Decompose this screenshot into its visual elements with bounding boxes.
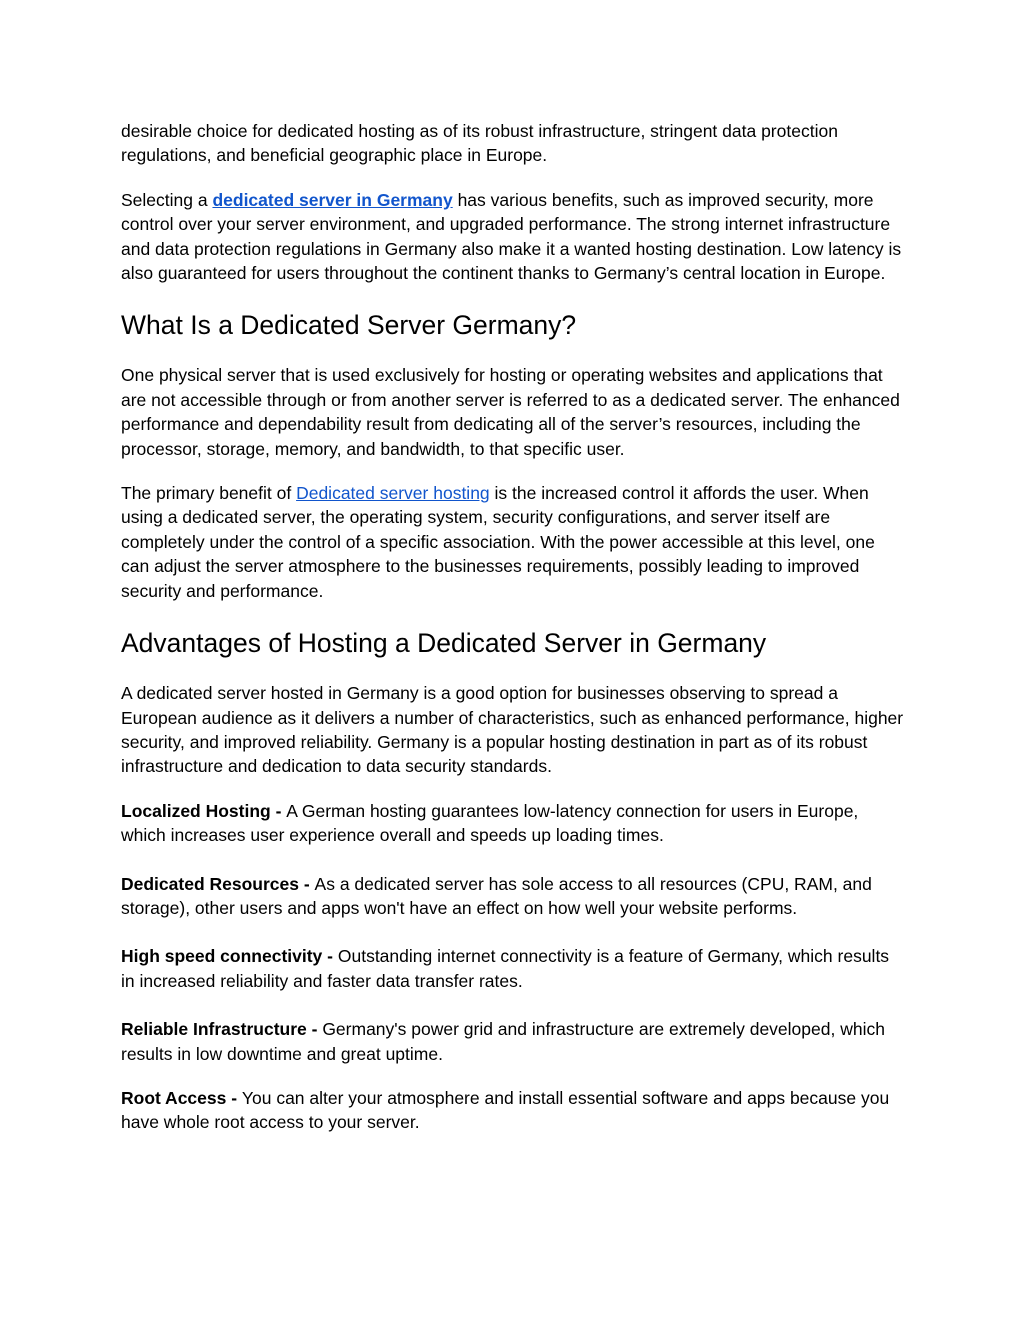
benefit-text: A German hosting guarantees low-latency connection for users in Europe, which increases user experience overall and speeds up loading times.: [121, 800, 859, 846]
benefit-title: Root Access -: [121, 1087, 242, 1108]
dedicated-server-germany-link[interactable]: dedicated server in Germany: [212, 189, 453, 210]
benefit-text: You can alter your atmosphere and install essential software and apps because you have whole root access to your server.: [121, 1087, 890, 1133]
benefit-title: Reliable Infrastructure -: [121, 1019, 323, 1040]
intro-benefits-paragraph: [121, 188, 906, 286]
benefit-title: Localized Hosting -: [121, 800, 287, 821]
control-benefit-paragraph: [121, 481, 906, 603]
benefit-item: [121, 1086, 906, 1135]
benefit-item: [121, 1017, 906, 1066]
advantages-intro-paragraph: A dedicated server hosted in Germany is a good option for businesses observing to spread a European audience as it delivers a number of characteristics, such as enhanced performance, higher security, and improved reliability. Germany is a popular hosting destination in part as of its robust infrastructure and dedication to data security standards.: [121, 683, 904, 777]
benefit-item: [121, 799, 906, 848]
benefit-text: Outstanding internet connectivity is a feature of Germany, which results in increased reliability and faster data transfer rates.: [121, 946, 890, 991]
benefit-text: Germany's power grid and infrastructure are extremely developed, which results in low downtime and great uptime.: [121, 1019, 885, 1064]
section-heading-what-is: What Is a Dedicated Server Germany?: [121, 310, 577, 341]
control-benefit-text-before: The primary benefit of: [121, 483, 297, 504]
benefit-title: High speed connectivity -: [121, 946, 338, 967]
definition-paragraph: One physical server that is used exclusively for hosting or operating websites and applications that are not accessible through or from another server is referred to as a dedicated server. The enhanced performance and dependability result from dedicating all of the server’s resources, including the processor, storage, memory, and bandwidth, to that specific user.: [121, 365, 900, 459]
intro-benefits-text-after: has various benefits, such as improved security, more control over your server environment, and upgraded performance. The strong internet infrastructure and data protection regulations in Germany also make it a wanted hosting destination. Low latency is also guaranteed for users throughout the continent thanks to Germany’s central location in Europe.: [121, 189, 902, 284]
document-page: [121, 119, 906, 1135]
benefit-text: As a dedicated server has sole access to all resources (CPU, RAM, and storage), other users and apps won't have an effect on how well your website performs.: [121, 873, 872, 918]
dedicated-server-hosting-link[interactable]: Dedicated server hosting: [296, 483, 490, 504]
intro-benefits-text-before: Selecting a: [121, 189, 213, 210]
control-benefit-text-after: is the increased control it affords the user. When using a dedicated server, the operating system, security configurations, and server itself are completely under the control of a specific association. With the power accessible at this level, one can adjust the server atmosphere to the businesses requirements, possibly leading to improved security and performance.: [121, 483, 875, 601]
benefit-item: [121, 872, 906, 921]
benefit-title: Dedicated Resources -: [121, 873, 315, 894]
benefit-item: [121, 944, 906, 993]
section-heading-advantages: Advantages of Hosting a Dedicated Server in Germany: [121, 628, 767, 659]
intro-continuation-paragraph: desirable choice for dedicated hosting as of its robust infrastructure, stringent data protection regulations, and beneficial geographic place in Europe.: [121, 121, 838, 166]
